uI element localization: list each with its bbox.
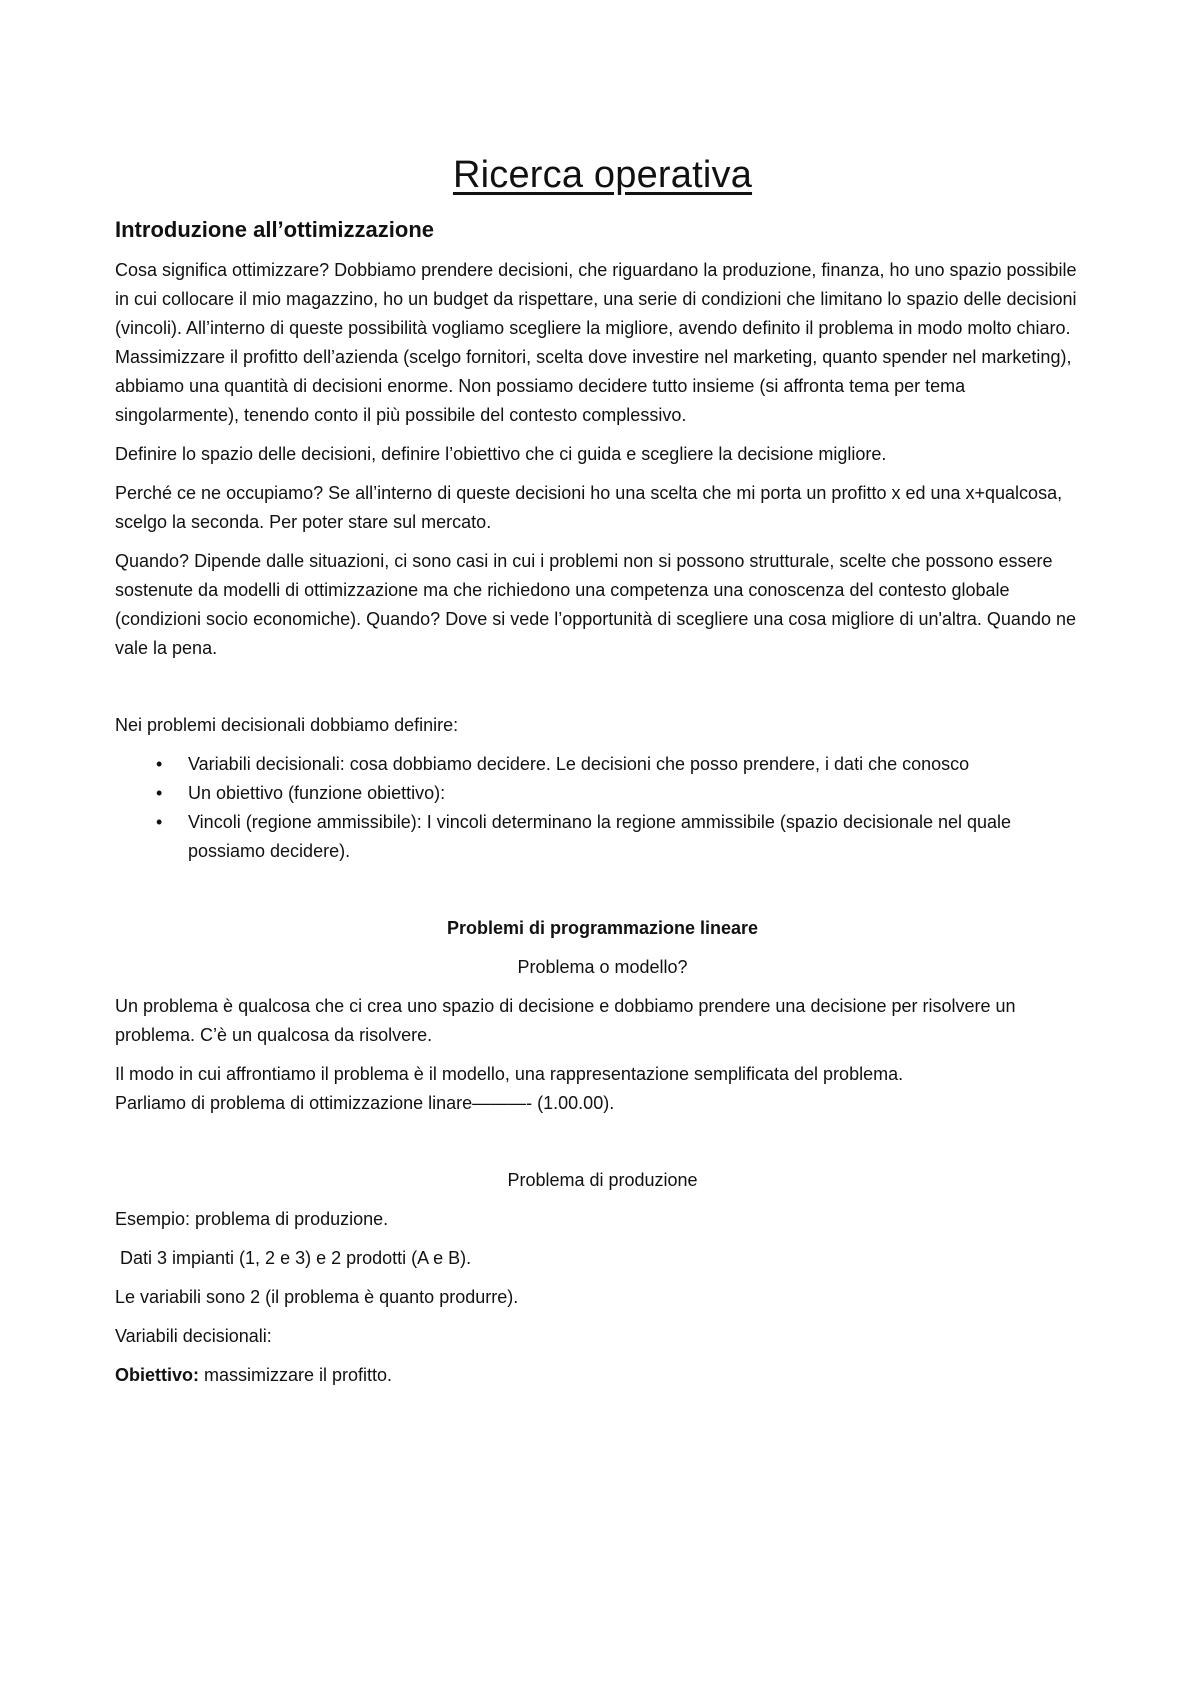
line-obiettivo [115, 1361, 1090, 1390]
objective-label: Obiettivo: [115, 1365, 199, 1385]
list-item [115, 779, 1090, 808]
section-heading-programmazione-lineare: Problemi di programmazione lineare [446, 918, 759, 938]
line-esempio: Esempio: problema di produzione. [115, 1209, 389, 1229]
bullet-icon: • [156, 812, 163, 832]
paragraph-problema: Un problema è qualcosa che ci crea uno spazio di decisione e dobbiamo prendere una decisione per risolvere un problema. C’è un qualcosa da risolvere. [115, 996, 1016, 1045]
decision-list [115, 750, 1090, 866]
spacer [115, 1128, 1090, 1166]
spacer [115, 673, 1090, 711]
paragraph-definire: Definire lo spazio delle decisioni, definire l’obiettivo che ci guida e scegliere la decisione migliore. [115, 444, 887, 464]
list-item-text: Un obiettivo (funzione obiettivo): [188, 783, 446, 803]
paragraph-quando: Quando? Dipende dalle situazioni, ci sono casi in cui i problemi non si possono strutturale, scelte che possono essere sostenute da modelli di ottimizzazione ma che richiedono una competenza una conoscenza del contesto globale (condizioni socio economiche). Quando? Dove si vede l’opportunità di scegliere una cosa migliore di un'altra. Quando ne vale la pena. [115, 551, 1076, 658]
line-dati: Dati 3 impianti (1, 2 e 3) e 2 prodotti (A e B). [115, 1248, 472, 1268]
paragraph-modello: Il modo in cui affrontiamo il problema è il modello, una rappresentazione semplificata del problema. [115, 1064, 904, 1084]
bullet-icon: • [156, 783, 163, 803]
list-item [115, 750, 1090, 779]
section-subtitle: Introduzione all’ottimizzazione [115, 217, 434, 242]
paragraph-ottimizzare: Cosa significa ottimizzare? Dobbiamo prendere decisioni, che riguardano la produzione, finanza, ho uno spazio possibile in cui collocare il mio magazzino, ho un budget da rispettare, una serie di condizioni che limitano lo spazio delle decisioni (vincoli). All’interno di queste possibilità vogliamo scegliere la migliore, avendo definito il problema in modo molto chiaro. Massimizzare il profitto dell’azienda (scelgo fornitori, scelta dove investire nel marketing, quanto spender nel marketing), abbiamo una quantità di decisioni enorme. Non possiamo decidere tutto insieme (si affronta tema per tema singolarmente), tenendo conto il più possibile del contesto complessivo. [115, 260, 1077, 425]
paragraph-perche: Perché ce ne occupiamo? Se all’interno di queste decisioni ho una scelta che mi porta un profitto x ed una x+qualcosa, scelgo la seconda. Per poter stare sul mercato. [115, 483, 1063, 532]
paragraph-ottimizzazione-lineare: Parliamo di problema di ottimizzazione linare———- (1.00.00). [115, 1093, 615, 1113]
document-content [115, 150, 1090, 1400]
section-subheading-problema-modello: Problema o modello? [517, 957, 688, 977]
list-item-text: Variabili decisionali: cosa dobbiamo decidere. Le decisioni che posso prendere, i dati che conosco [188, 754, 970, 774]
spacer [115, 876, 1090, 914]
list-intro: Nei problemi decisionali dobbiamo definire: [115, 715, 459, 735]
section-heading-produzione: Problema di produzione [507, 1170, 698, 1190]
objective-text: massimizzare il profitto. [199, 1365, 393, 1385]
document-title: Ricerca operativa [452, 154, 753, 196]
list-item [115, 808, 1090, 866]
list-item-text: Vincoli (regione ammissibile): I vincoli determinano la regione ammissibile (spazio decisionale nel quale possiamo decidere). [188, 812, 1012, 861]
line-variabili-decisionali: Variabili decisionali: [115, 1326, 272, 1346]
bullet-icon: • [156, 754, 163, 774]
line-variabili-count: Le variabili sono 2 (il problema è quanto produrre). [115, 1287, 519, 1307]
